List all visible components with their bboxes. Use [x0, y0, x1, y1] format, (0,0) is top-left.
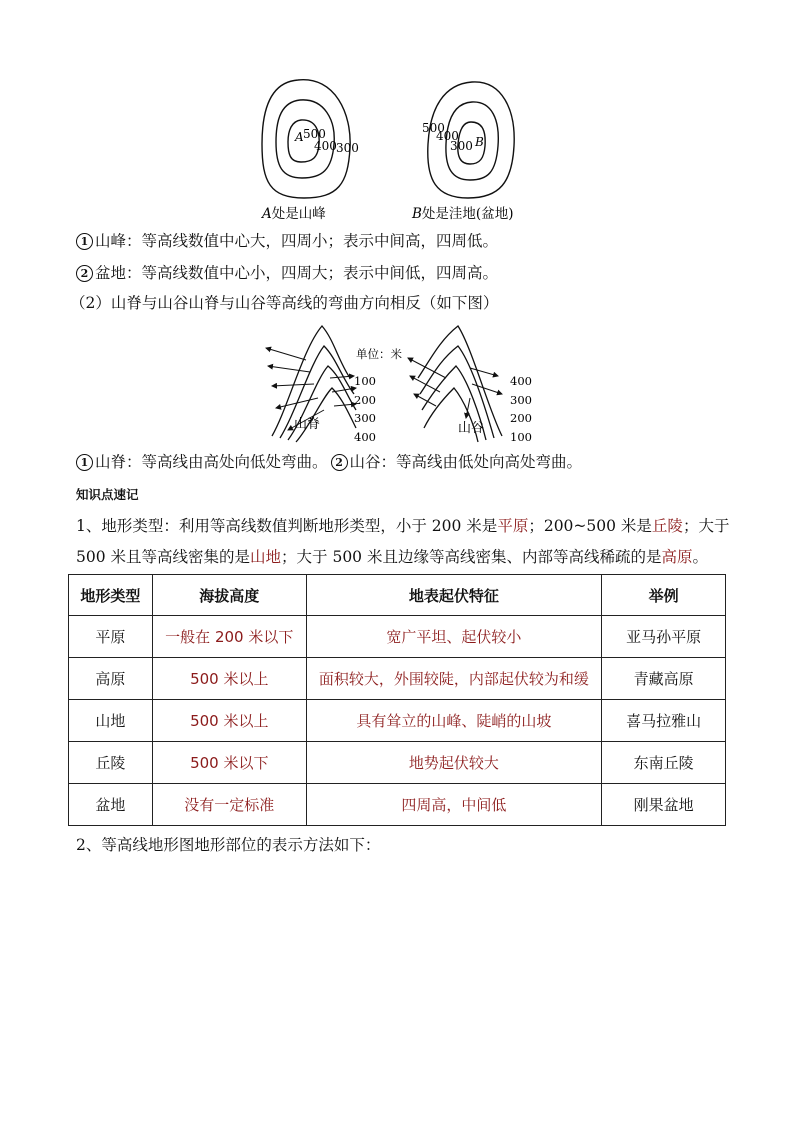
- peak-contour-400: 400: [314, 139, 337, 153]
- note-1-line-2: [76, 547, 708, 567]
- altitude-cell: 一般在 200 米以下: [152, 616, 306, 658]
- valley-value-200: 200: [510, 411, 532, 425]
- basin-point-label: B: [475, 135, 484, 149]
- svg-text:B处是洼地(盆地): [411, 205, 513, 222]
- circled-number-marker: 2: [331, 454, 348, 471]
- note-2: 2、等高线地形图地形部位的表示方法如下：: [76, 836, 381, 854]
- example-cell: 喜马拉雅山: [602, 700, 726, 742]
- ridge-description-text: 山脊：等高线由高处向低处弯曲。: [95, 453, 328, 471]
- terrain-type-cell: 丘陵: [69, 742, 153, 784]
- valley-value-300: 300: [510, 393, 532, 407]
- ridge-value-400: 400: [354, 430, 376, 444]
- peak-caption-letter: A: [262, 206, 272, 222]
- circled-number-marker: 1: [76, 454, 93, 471]
- ridge-value-300: 300: [354, 411, 376, 425]
- term-hills: 丘陵: [651, 517, 683, 535]
- valley-label: 山谷: [458, 421, 485, 436]
- peak-description: [76, 231, 498, 251]
- terrain-type-cell: 盆地: [69, 784, 153, 826]
- note-1-text: ；大于: [682, 517, 730, 535]
- relief-cell: 地势起伏较大: [306, 742, 602, 784]
- note-1-text: ；大于 500 米且边缘等高线密集、内部等高线稀疏的是: [281, 548, 662, 566]
- table-row: [69, 784, 726, 826]
- term-mountain: 山地: [250, 548, 282, 566]
- note-1-line-1: [76, 516, 729, 536]
- section-2-heading: （2）山脊与山谷山脊与山谷等高线的弯曲方向相反（如下图）: [70, 294, 499, 312]
- valley-value-400: 400: [510, 374, 532, 388]
- peak-description-text: 山峰：等高线数值中心大，四周小；表示中间高，四周低。: [95, 232, 499, 250]
- ridge-value-200: 200: [354, 393, 376, 407]
- example-cell: 青藏高原: [602, 658, 726, 700]
- basin-description-text: 盆地：等高线数值中心小，四周大；表示中间低，四周高。: [95, 264, 499, 282]
- circled-number-marker: 2: [76, 265, 93, 282]
- basin-description: [76, 263, 498, 283]
- example-cell: 亚马孙平原: [602, 616, 726, 658]
- header-example: 举例: [602, 575, 726, 616]
- table-row: [69, 616, 726, 658]
- basin-contour-400: 400: [436, 129, 459, 143]
- note-1-text: ；200~500 米是: [528, 517, 652, 535]
- terrain-type-cell: 山地: [69, 700, 153, 742]
- peak-contour-300: 300: [336, 141, 359, 155]
- valley-description-text: 山谷：等高线由低处向高处弯曲。: [349, 453, 583, 471]
- peak-caption-text: 处是山峰: [271, 206, 326, 222]
- relief-cell: 具有耸立的山峰、陡峭的山坡: [306, 700, 602, 742]
- basin-caption-letter: B: [412, 206, 422, 222]
- peak-contour-500: 500: [303, 127, 326, 141]
- note-1-text: 。: [692, 548, 709, 566]
- note-1-text: 500 米且等高线密集的是: [76, 548, 251, 566]
- unit-label: 单位：米: [356, 347, 402, 361]
- relief-cell: 四周高，中间低: [306, 784, 602, 826]
- ridge-label: 山脊: [294, 417, 321, 432]
- terrain-type-cell: 平原: [69, 616, 153, 658]
- circled-number-marker: 1: [76, 233, 93, 250]
- table-row: [69, 658, 726, 700]
- ridge-valley-description: [76, 452, 582, 472]
- quick-notes-title: 知识点速记: [76, 487, 139, 502]
- altitude-cell: 500 米以上: [152, 658, 306, 700]
- ridge-valley-contour-figure: [258, 318, 548, 450]
- relief-cell: 宽广平坦、起伏较小: [306, 616, 602, 658]
- table-row: [69, 742, 726, 784]
- header-terrain-type: 地形类型: [69, 575, 153, 616]
- altitude-cell: 500 米以上: [152, 700, 306, 742]
- example-cell: 东南丘陵: [602, 742, 726, 784]
- peak-point-label: A: [295, 130, 304, 144]
- valley-value-100: 100: [510, 430, 532, 444]
- terrain-type-cell: 高原: [69, 658, 153, 700]
- altitude-cell: 没有一定标准: [152, 784, 306, 826]
- basin-contour-500: 500: [422, 121, 445, 135]
- term-plain: 平原: [497, 517, 529, 535]
- term-plateau: 高原: [661, 548, 693, 566]
- example-cell: 刚果盆地: [602, 784, 726, 826]
- basin-contour-300: 300: [450, 139, 473, 153]
- header-relief-features: 地表起伏特征: [306, 575, 602, 616]
- table-row: [69, 700, 726, 742]
- table-header-row: [69, 575, 726, 616]
- altitude-cell: 500 米以下: [152, 742, 306, 784]
- peak-basin-contour-figure: [240, 74, 570, 226]
- terrain-types-table: [68, 574, 726, 826]
- header-altitude: 海拔高度: [152, 575, 306, 616]
- svg-text:A处是山峰: [260, 205, 326, 222]
- note-1-text: 1、地形类型：利用等高线数值判断地形类型，小于 200 米是: [76, 517, 498, 535]
- ridge-value-100: 100: [354, 374, 376, 388]
- basin-caption-text: 处是洼地(盆地): [421, 206, 514, 222]
- relief-cell: 面积较大，外围较陡，内部起伏较为和缓: [306, 658, 602, 700]
